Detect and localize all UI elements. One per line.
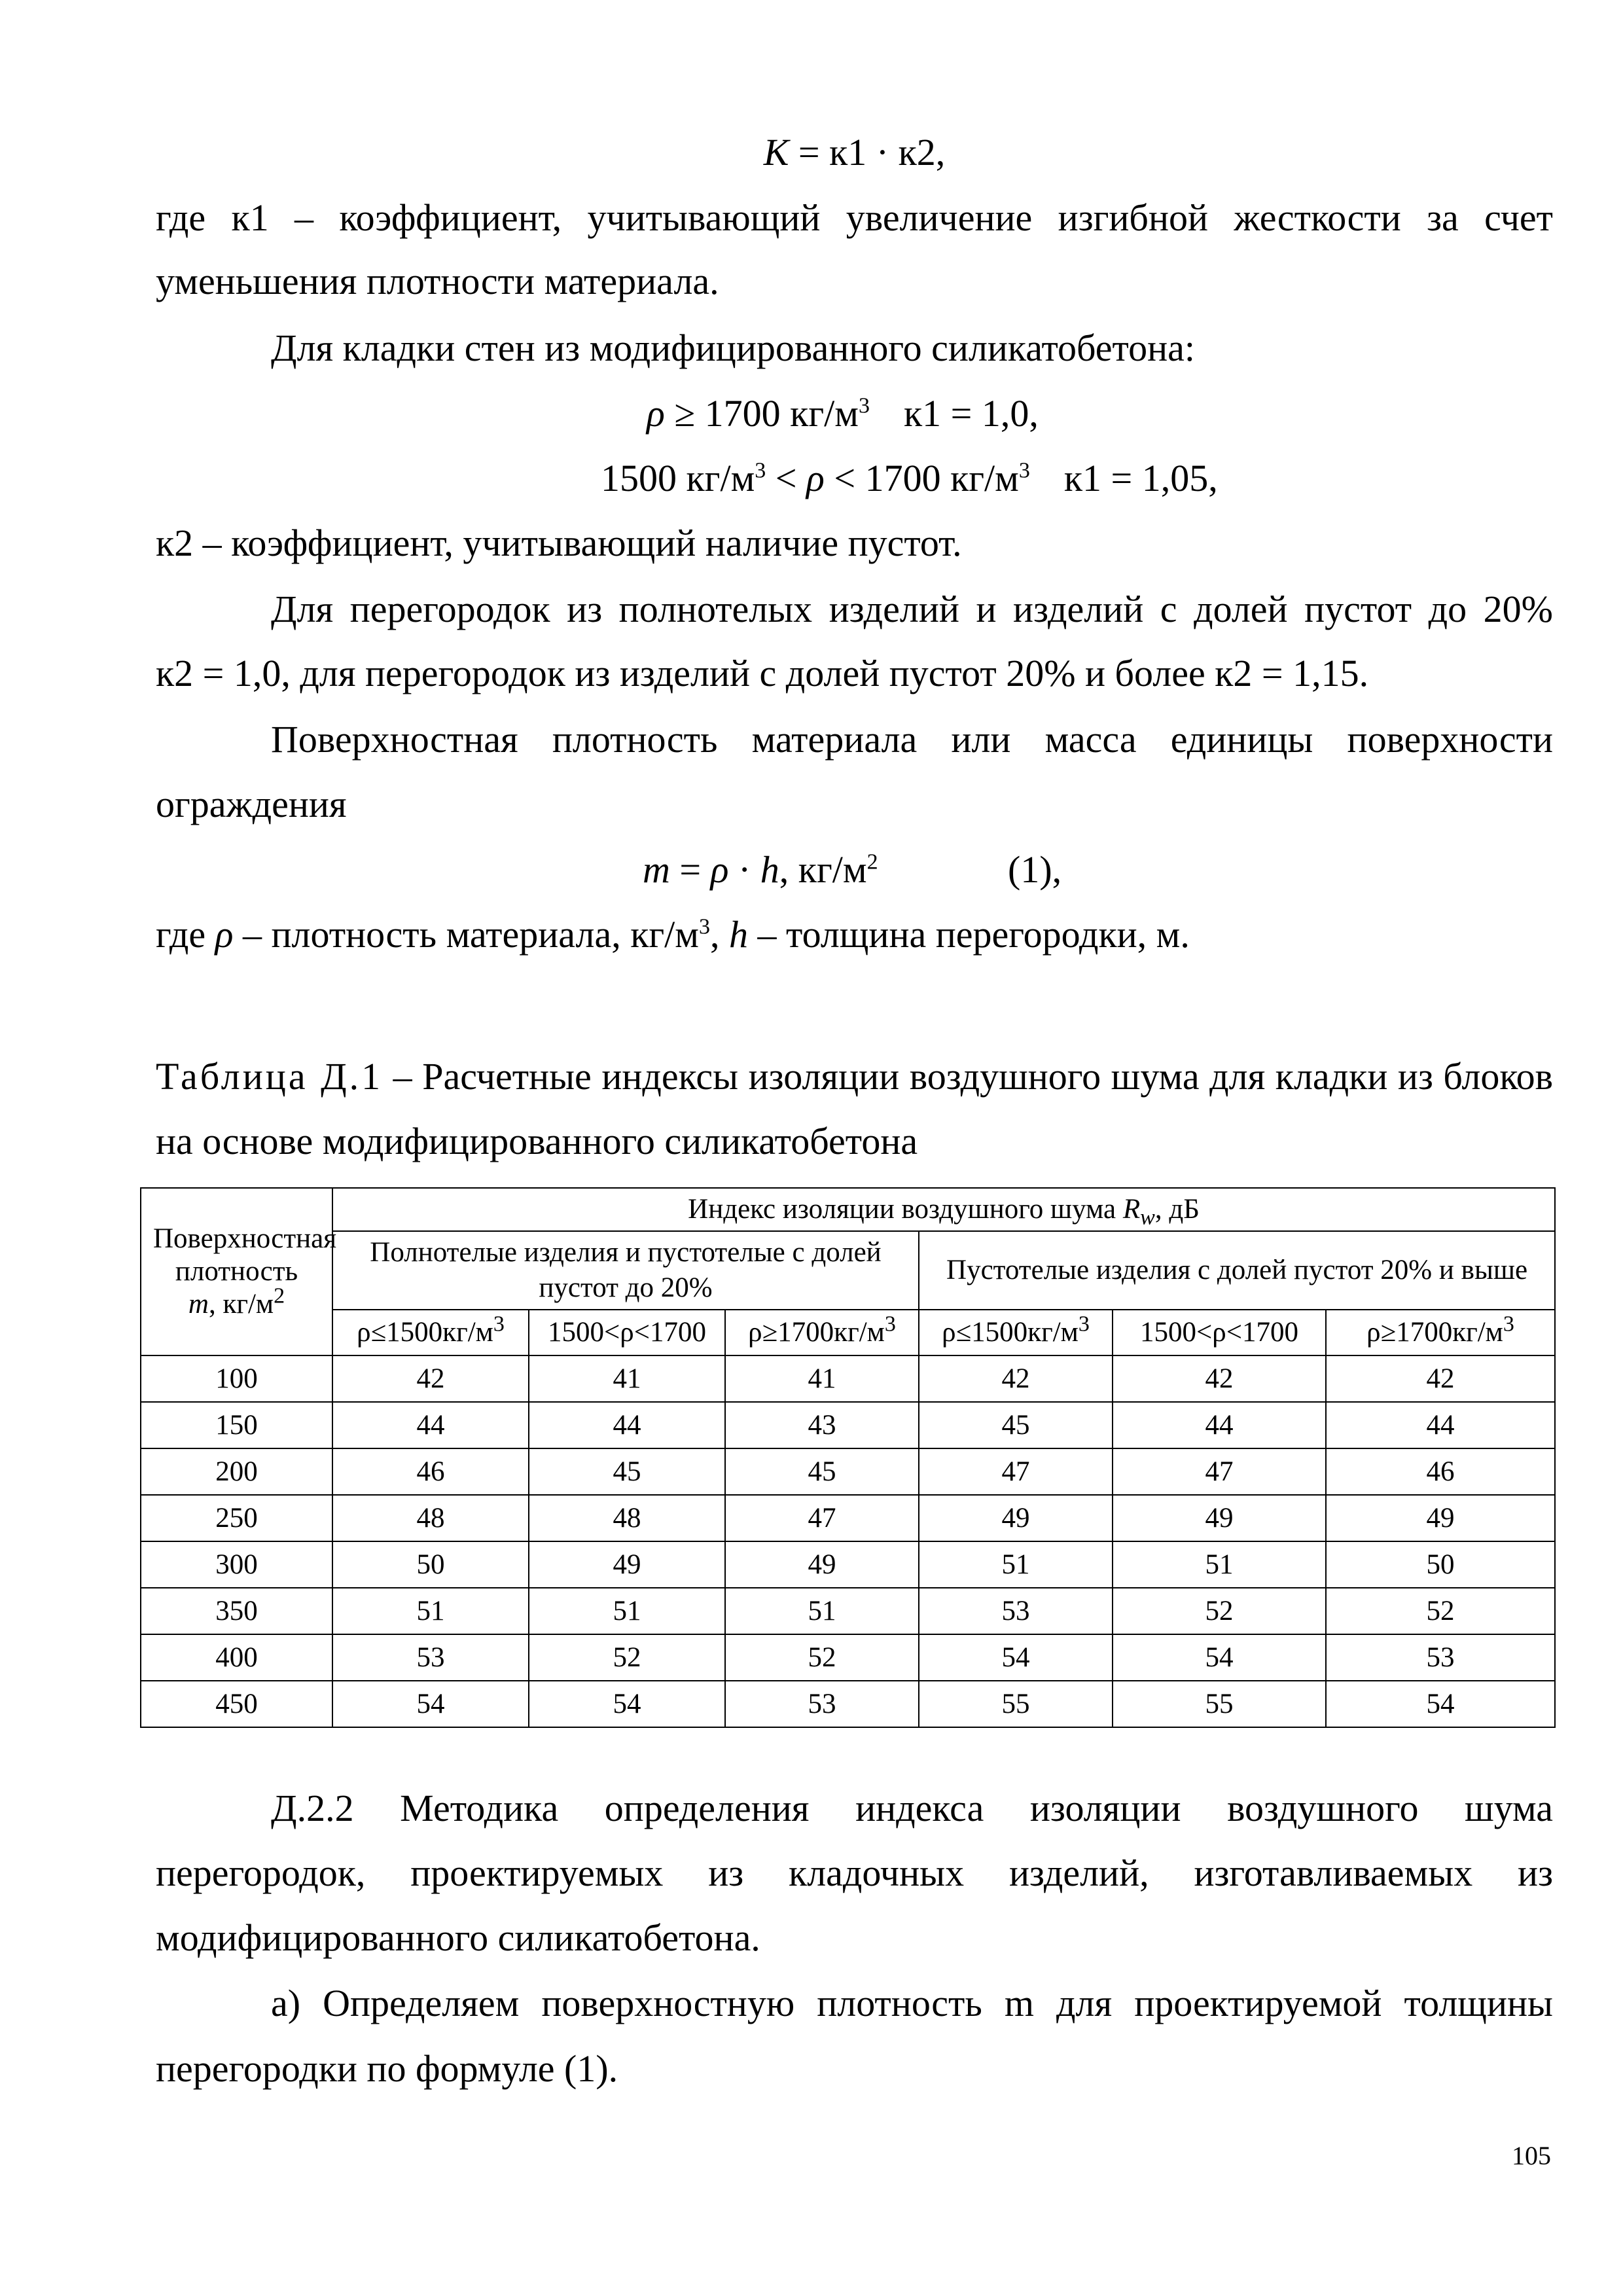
header-surface-density-label: Поверхностная плотность: [153, 1223, 337, 1287]
table-cell-density: 350: [141, 1588, 332, 1634]
sub1-text: ρ≤1500кг/м: [942, 1317, 1079, 1348]
table-cell-index: 48: [529, 1495, 725, 1541]
condition-2: [601, 456, 1218, 501]
table-cell-index: 44: [1326, 1402, 1555, 1448]
paragraph-where-rho: [156, 912, 1190, 958]
table-cell-index: 53: [725, 1681, 919, 1727]
table-cell-index: 53: [1326, 1634, 1555, 1681]
header-index-R: R: [1122, 1194, 1141, 1225]
table-row: [141, 1541, 1555, 1588]
header-index-w: w: [1140, 1205, 1155, 1230]
table-caption-line2: на основе модифицированного силикатобетона: [156, 1120, 918, 1162]
f1-dot: ·: [728, 848, 760, 891]
table-cell-index: 47: [1113, 1448, 1326, 1495]
table-cell-index: 51: [1113, 1541, 1326, 1588]
table-cell-index: 44: [1113, 1402, 1326, 1448]
p6-h: h: [729, 913, 748, 956]
paragraph-d22-line2: перегородок, проектируемых из кладочных изделий, изготавливаемых из: [156, 1852, 1553, 1894]
table-cell-index: 49: [725, 1541, 919, 1588]
header-surface-density-unit: [144, 1283, 329, 1321]
table-cell-index: 52: [1326, 1588, 1555, 1634]
f1-rho: ρ: [710, 848, 729, 891]
header-unit: , кг/м: [208, 1289, 274, 1319]
table-cell-index: 50: [332, 1541, 529, 1588]
sub3-sup: 3: [1503, 1312, 1514, 1336]
table-cell-density: 150: [141, 1402, 332, 1448]
table-row: [141, 1495, 1555, 1541]
table-cell-index: 51: [332, 1588, 529, 1634]
header-sub-rho-ge-1700-a: [725, 1310, 919, 1355]
condition-1: [647, 391, 1039, 437]
table-cell-index: 51: [919, 1541, 1113, 1588]
f1-h: h: [760, 848, 779, 891]
paragraph-step-a-line1: а) Определяем поверхностную плотность m для проектируемой толщины: [271, 1982, 1553, 2024]
page-number: 105: [1512, 2141, 1551, 2170]
paragraph-surface-density-line2: ограждения: [156, 783, 347, 825]
cond1-sup: 3: [858, 393, 870, 418]
table-row: [141, 1588, 1555, 1634]
p6-c: ,: [710, 913, 729, 956]
table-cell-index: 55: [1113, 1681, 1326, 1727]
paragraph-step-a-line2: перегородки по формуле (1).: [156, 2047, 618, 2090]
table-cell-index: 53: [919, 1588, 1113, 1634]
p6-rho: ρ: [215, 913, 234, 956]
sub1-text: ρ≤1500кг/м: [357, 1317, 493, 1348]
table-cell-density: 200: [141, 1448, 332, 1495]
cond2-sup1: 3: [755, 458, 766, 483]
table-cell-index: 52: [1113, 1588, 1326, 1634]
table-cell-index: 51: [725, 1588, 919, 1634]
paragraph-d22-line3: модифицированного силикатобетона.: [156, 1916, 760, 1959]
header-index-text: Индекс изоляции воздушного шума: [688, 1194, 1123, 1225]
p6-a: где: [156, 913, 215, 956]
paragraph-k2: к2 – коэффициент, учитывающий наличие пустот.: [156, 522, 962, 564]
table-cell-index: 45: [529, 1448, 725, 1495]
cond2-sup2: 3: [1018, 458, 1030, 483]
paragraph-k1-line2: уменьшения плотности материала.: [156, 260, 719, 302]
p6-sup: 3: [699, 914, 710, 939]
table-caption-rest: – Расчетные индексы изоляции воздушного шума для кладки из блоков: [383, 1055, 1554, 1098]
table-cell-index: 45: [919, 1402, 1113, 1448]
cond2-rho: ρ: [806, 457, 825, 499]
table-cell-index: 42: [919, 1355, 1113, 1402]
table-cell-index: 54: [919, 1634, 1113, 1681]
table-cell-density: 100: [141, 1355, 332, 1402]
paragraph-k1-line1: где к1 – коэффициент, учитывающий увеличение изгибной жесткости за счет: [156, 196, 1553, 239]
table-cell-index: 54: [529, 1681, 725, 1727]
table-cell-index: 51: [529, 1588, 725, 1634]
table-cell-density: 250: [141, 1495, 332, 1541]
table-cell-index: 46: [332, 1448, 529, 1495]
cond2-k: к1 = 1,05,: [1063, 457, 1218, 499]
table-row: [141, 1355, 1555, 1402]
table-cell-index: 44: [529, 1402, 725, 1448]
f1-unit: , кг/м: [779, 848, 867, 891]
header-sub-rho-between-a: 1500<ρ<1700: [529, 1310, 725, 1355]
paragraph-masonry: Для кладки стен из модифицированного силикатобетона:: [271, 327, 1196, 369]
table-cell-index: 42: [1326, 1355, 1555, 1402]
header-sub-rho-ge-1700-b: [1326, 1310, 1555, 1355]
formula-k: [156, 130, 1553, 175]
formula-1-number: (1),: [1008, 848, 1062, 891]
header-insulation-index: [332, 1188, 1555, 1231]
header-index-unit: , дБ: [1154, 1194, 1200, 1225]
header-surface-density: [141, 1188, 337, 1355]
cond1-rho: ρ: [647, 392, 665, 435]
table-cell-index: 41: [529, 1355, 725, 1402]
paragraph-d22-line1: Д.2.2 Методика определения индекса изоляции воздушного шума: [271, 1787, 1553, 1829]
p6-d: – толщина перегородки, м.: [748, 913, 1190, 956]
sub3-text: ρ≥1700кг/м: [748, 1317, 885, 1348]
table-cell-index: 47: [725, 1495, 919, 1541]
header-sub-rho-le-1500-b: [919, 1310, 1113, 1355]
table-row: [141, 1634, 1555, 1681]
table-caption-prefix: Таблица Д.1: [156, 1055, 383, 1098]
table-row: [141, 1448, 1555, 1495]
header-sub-rho-le-1500-a: [332, 1310, 529, 1355]
sub1-sup: 3: [493, 1312, 505, 1336]
table-cell-index: 49: [529, 1541, 725, 1588]
paragraph-surface-density-line1: Поверхностная плотность материала или масса единицы поверхности: [271, 718, 1553, 761]
table-cell-index: 54: [1326, 1681, 1555, 1727]
formula-k-rhs: = к1 · к2,: [789, 131, 946, 173]
table-cell-index: 53: [332, 1634, 529, 1681]
table-cell-index: 55: [919, 1681, 1113, 1727]
cond1-text: ≥ 1700 кг/м: [664, 392, 859, 435]
table-cell-index: 52: [725, 1634, 919, 1681]
table-row: [141, 1402, 1555, 1448]
table-cell-index: 43: [725, 1402, 919, 1448]
table-cell-index: 41: [725, 1355, 919, 1402]
sub3-text: ρ≥1700кг/м: [1366, 1317, 1503, 1348]
header-unit-sup: 2: [274, 1283, 285, 1308]
table-cell-index: 45: [725, 1448, 919, 1495]
table-cell-index: 54: [332, 1681, 529, 1727]
formula-k-lhs: K: [763, 131, 789, 173]
table-cell-density: 300: [141, 1541, 332, 1588]
cond2-c: < 1700 кг/м: [824, 457, 1019, 499]
table-cell-index: 46: [1326, 1448, 1555, 1495]
table-cell-index: 42: [1113, 1355, 1326, 1402]
f1-eq: =: [669, 848, 711, 891]
header-group-hollow: Пустотелые изделия с долей пустот 20% и выше: [919, 1231, 1555, 1310]
table-cell-index: 54: [1113, 1634, 1326, 1681]
sound-insulation-table: [140, 1187, 1556, 1728]
table-cell-index: 44: [332, 1402, 529, 1448]
table-cell-index: 49: [1113, 1495, 1326, 1541]
formula-1: [643, 847, 878, 893]
f1-m: m: [643, 848, 670, 891]
table-cell-index: 47: [919, 1448, 1113, 1495]
cond2-b: <: [766, 457, 807, 499]
paragraph-partitions-line1: Для перегородок из полнотелых изделий и изделий с долей пустот до 20%: [271, 588, 1553, 630]
sub1-sup: 3: [1078, 1312, 1090, 1336]
cond1-k: к1 = 1,0,: [903, 392, 1039, 435]
header-m: m: [188, 1289, 209, 1319]
paragraph-partitions-line2: к2 = 1,0, для перегородок из изделий с долей пустот 20% и более к2 = 1,15.: [156, 652, 1369, 694]
table-cell-index: 42: [332, 1355, 529, 1402]
table-caption-line1: [156, 1054, 1553, 1100]
table-row: [141, 1681, 1555, 1727]
f1-sup: 2: [866, 850, 878, 874]
table-cell-index: 50: [1326, 1541, 1555, 1588]
table-cell-density: 400: [141, 1634, 332, 1681]
table-cell-index: 52: [529, 1634, 725, 1681]
table-body: [141, 1355, 1555, 1727]
header-sub-rho-between-b: 1500<ρ<1700: [1113, 1310, 1326, 1355]
table-cell-index: 49: [919, 1495, 1113, 1541]
table-cell-index: 49: [1326, 1495, 1555, 1541]
table-cell-index: 48: [332, 1495, 529, 1541]
sub3-sup: 3: [884, 1312, 896, 1336]
p6-b: – плотность материала, кг/м: [233, 913, 699, 956]
table-cell-density: 450: [141, 1681, 332, 1727]
cond2-a: 1500 кг/м: [601, 457, 755, 499]
header-group-solid: Полнотелые изделия и пустотелые с долей пустот до 20%: [332, 1231, 919, 1310]
